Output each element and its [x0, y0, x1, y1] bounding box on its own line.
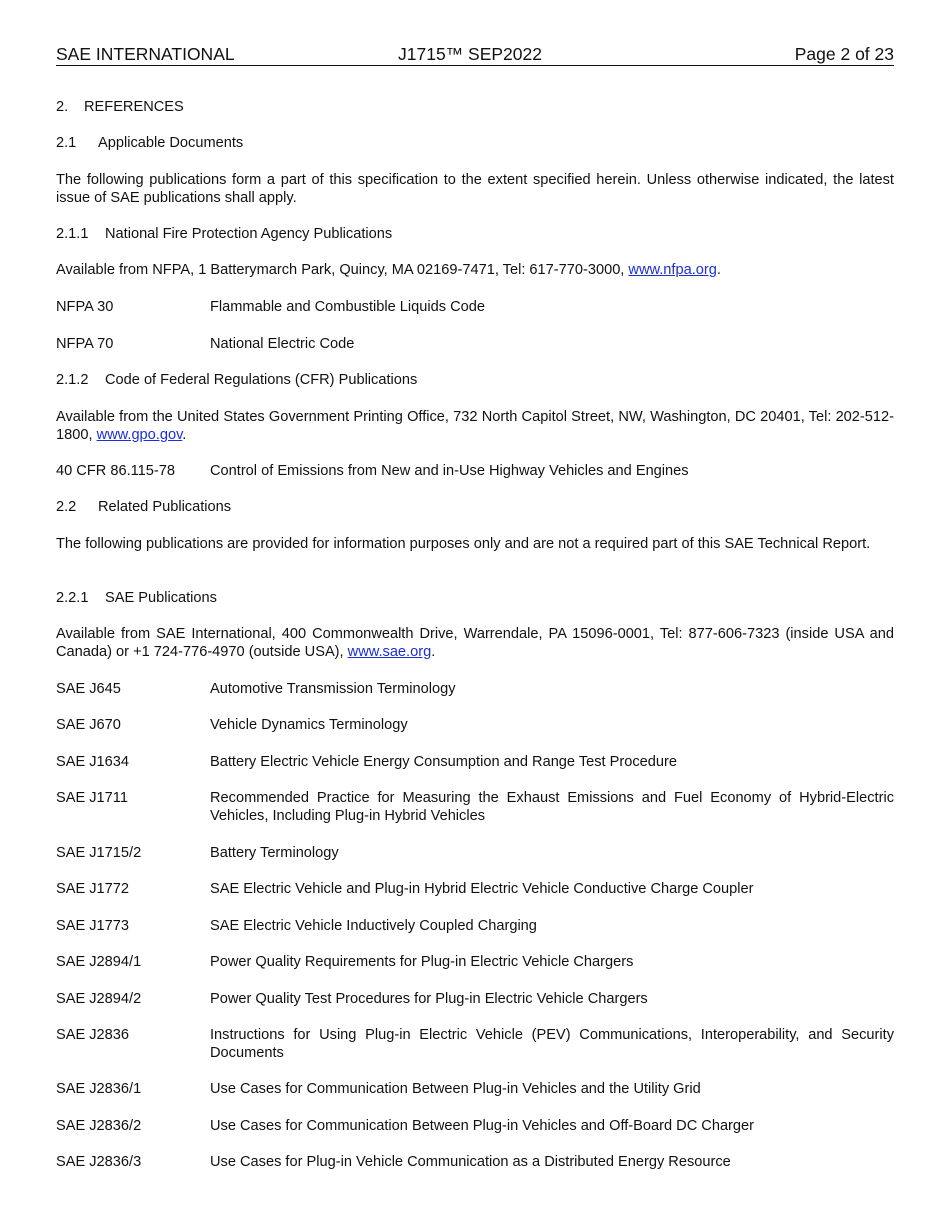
reference-title: Use Cases for Plug-in Vehicle Communication as a Distributed Energy Resource [210, 1154, 731, 1170]
reference-title: Use Cases for Communication Between Plug-in Vehicles and the Utility Grid [210, 1081, 701, 1097]
reference-code: SAE J2836/1 [56, 1081, 142, 1097]
reference-title: Use Cases for Communication Between Plug-in Vehicles and Off-Board DC Charger [210, 1118, 755, 1134]
reference-row [56, 753, 894, 771]
reference-title: Battery Terminology [210, 845, 339, 861]
gpo-availability [56, 408, 894, 444]
section-number: 2. [56, 99, 69, 115]
reference-row [56, 716, 894, 734]
reference-row [56, 917, 894, 935]
reference-title: SAE Electric Vehicle and Plug-in Hybrid Electric Vehicle Conductive Charge Coupler [210, 881, 754, 897]
reference-row [56, 298, 894, 316]
gpo-link[interactable]: www.gpo.gov [96, 427, 183, 443]
section-title: Applicable Documents [98, 135, 244, 151]
reference-title: Instructions for Using Plug-in Electric Vehicle (PEV) Communications, Interoperability, and Security Documents [210, 1027, 894, 1061]
reference-code: SAE J1715/2 [56, 845, 142, 861]
applicable-documents-intro: The following publications form a part of this specification to the extent specified herein. Unless otherwise indicated, the latest issue of SAE publications shall apply. [56, 172, 894, 206]
availability-text: Available from NFPA, 1 Batterymarch Park, Quincy, MA 02169-7471, Tel: 617-770-3000, [56, 262, 629, 278]
related-publications-intro: The following publications are provided for information purposes only and are not a required part of this SAE Technical Report. [56, 536, 871, 552]
header-organization: SAE INTERNATIONAL [56, 44, 235, 64]
header-document-id: J1715™ SEP2022 [398, 44, 542, 64]
reference-row [56, 335, 894, 353]
reference-code: SAE J645 [56, 681, 121, 697]
reference-row [56, 953, 894, 971]
reference-row [56, 990, 894, 1008]
section-title: SAE Publications [105, 590, 217, 606]
reference-code: SAE J1772 [56, 881, 130, 897]
section-number: 2.1 [56, 135, 77, 151]
reference-row [56, 1117, 894, 1135]
reference-code: SAE J2836/2 [56, 1118, 142, 1134]
reference-row [56, 1153, 894, 1171]
reference-row [56, 1080, 894, 1098]
nfpa-availability [56, 261, 894, 279]
reference-title: Vehicle Dynamics Terminology [210, 717, 408, 733]
reference-code: 40 CFR 86.115-78 [56, 463, 175, 479]
section-heading-2-2-1 [56, 589, 894, 607]
reference-row [56, 844, 894, 862]
section-heading-2 [56, 98, 894, 116]
reference-code: SAE J1773 [56, 918, 130, 934]
reference-title: Power Quality Requirements for Plug-in Electric Vehicle Chargers [210, 954, 634, 970]
section-number: 2.1.1 [56, 226, 89, 242]
reference-code: NFPA 30 [56, 299, 114, 315]
reference-code: SAE J1711 [56, 790, 128, 806]
availability-end: . [182, 427, 187, 443]
section-number: 2.1.2 [56, 372, 89, 388]
reference-title: Control of Emissions from New and in-Use Highway Vehicles and Engines [210, 463, 689, 479]
section-heading-2-2 [56, 498, 894, 516]
reference-code: SAE J2894/2 [56, 991, 142, 1007]
page-header [56, 44, 894, 66]
reference-title: Automotive Transmission Terminology [210, 681, 456, 697]
availability-text: Available from SAE International, 400 Commonwealth Drive, Warrendale, PA 15096-0001, Tel: 877-606-7323 (inside USA and Canada) or +1 724-776-4970 (outside USA), [56, 626, 894, 660]
section-heading-2-1-1 [56, 225, 894, 243]
nfpa-link[interactable]: www.nfpa.org [628, 262, 717, 278]
header-page-number: Page 2 of 23 [794, 44, 894, 64]
reference-code: SAE J670 [56, 717, 121, 733]
reference-row [56, 1026, 894, 1062]
reference-code: SAE J1634 [56, 754, 130, 770]
section-number: 2.2.1 [56, 590, 89, 606]
sae-link[interactable]: www.sae.org [347, 644, 432, 660]
reference-code: SAE J2894/1 [56, 954, 142, 970]
reference-code: SAE J2836/3 [56, 1154, 142, 1170]
section-title: Code of Federal Regulations (CFR) Publications [105, 372, 418, 388]
reference-code: SAE J2836 [56, 1027, 130, 1043]
reference-title: SAE Electric Vehicle Inductively Coupled Charging [210, 918, 537, 934]
sae-availability [56, 625, 894, 661]
reference-row [56, 789, 894, 825]
section-title: REFERENCES [84, 99, 184, 115]
reference-title: National Electric Code [210, 336, 355, 352]
section-heading-2-1-2 [56, 371, 894, 389]
reference-title: Recommended Practice for Measuring the Exhaust Emissions and Fuel Economy of Hybrid-Electric Vehicles, Including Plug-in Hybrid Vehicles [210, 790, 894, 824]
reference-row [56, 880, 894, 898]
availability-text: Available from the United States Government Printing Office, 732 North Capitol Street, NW, Washington, DC 20401, Tel: 202-512-1800, [56, 409, 894, 443]
section-number: 2.2 [56, 499, 77, 515]
reference-row [56, 462, 894, 480]
section-title: National Fire Protection Agency Publications [105, 226, 393, 242]
section-heading-2-1 [56, 134, 894, 152]
section-title: Related Publications [98, 499, 232, 515]
reference-title: Battery Electric Vehicle Energy Consumption and Range Test Procedure [210, 754, 677, 770]
reference-title: Flammable and Combustible Liquids Code [210, 299, 485, 315]
availability-end: . [716, 262, 721, 278]
reference-row [56, 680, 894, 698]
availability-end: . [431, 644, 436, 660]
reference-code: NFPA 70 [56, 336, 114, 352]
reference-title: Power Quality Test Procedures for Plug-in Electric Vehicle Chargers [210, 991, 648, 1007]
